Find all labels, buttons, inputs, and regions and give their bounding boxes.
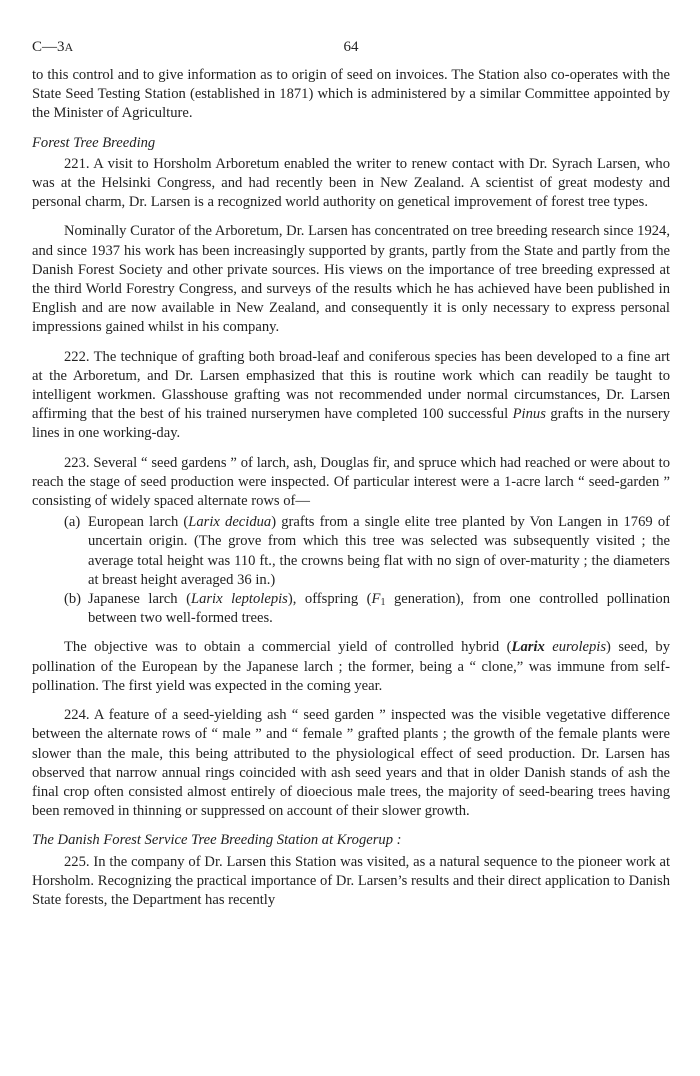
list-item-a: (a) European larch (Larix decidua) grafts from a single elite tree planted by Von Langen in 1769 of uncertain origin. (The grove from which this tree was selected was subsequently visited ; the average total height was 110 ft., the crowns being flat with no sign of over-maturity ; the diameters at breast height averaged 36 in.) bbox=[64, 514, 670, 588]
paragraph-224: 224. A feature of a seed-yielding ash “ seed garden ” inspected was the visible vegetative difference between the alternate rows of “ male ” and “ female ” grafted plants ; the growth of the female plants were slower than the male, this being attributed to the physiological effect of seed production. Dr. Larsen has observed that narrow annual rings coincided with ash seed years and that in older Danish stands of ash the final crop often consisted almost entirely of dioecious male trees, the majority of seed-bearing trees having been removed in thinning or suppressed on account of their slower growth. bbox=[32, 707, 670, 820]
larch-rows-list bbox=[32, 513, 670, 628]
section-heading-krogerup: The Danish Forest Service Tree Breeding Station at Krogerup : bbox=[32, 832, 402, 849]
list-item-b: (b) Japanese larch (Larix leptolepis), offspring ($F_1$ generation), from one controlled pollination between two well-formed trees. bbox=[64, 591, 671, 627]
italic-larix-decidua: Larix decidua bbox=[188, 514, 272, 531]
list-label-a: (a) bbox=[64, 514, 81, 531]
paragraph-225: 225. In the company of Dr. Larsen this Station was visited, as a natural sequence to the pioneer work at Horsholm. Recognizing the practical importance of Dr. Larsen’s results and their direct application to Danish State forests, the Department has recently bbox=[32, 853, 670, 908]
bold-italic-larix: Larix bbox=[511, 639, 545, 656]
folio-reference: C—3A bbox=[32, 39, 74, 55]
section-heading-forest-tree-breeding: Forest Tree Breeding bbox=[32, 134, 156, 151]
list-label-b: (b) bbox=[64, 591, 82, 608]
italic-pinus: Pinus bbox=[512, 406, 546, 423]
page-header bbox=[32, 38, 670, 66]
generation-subscript: 1 bbox=[380, 597, 386, 609]
italic-eurolepis: eurolepis bbox=[552, 639, 607, 656]
paragraph-intro: to this control and to give information as to origin of seed on invoices. The Station also co-operates with the State Seed Testing Station (established in 1871) which is administered by a similar Committee appointed by the Minister of Agriculture. bbox=[32, 67, 670, 122]
paragraph-221: 221. A visit to Horsholm Arboretum enabled the writer to renew contact with Dr. Syrach Larsen, who was at the Helsinki Congress, and had recently been in New Zealand. A scientist of great modesty and personal charm, Dr. Larsen is a recognized world authority on genetical improvement of forest tree types. bbox=[32, 155, 670, 211]
folio-suffix: A bbox=[64, 40, 74, 54]
page-number: 64 bbox=[343, 39, 359, 55]
italic-larix-leptolepis: Larix leptolepis bbox=[190, 591, 288, 608]
paragraph-nominally-curator: Nominally Curator of the Arboretum, Dr. Larsen has concentrated on tree breeding research since 1924, and since 1937 his work has been increasingly supported by grants, partly from the State and partly from the Danish Forest Society and other private sources. His views on the importance of tree breeding expressed at the third World Forestry Congress, and surveys of the results which he has achieved have been published in English and are now available in New Zealand, and consequently it is only necessary to express personal impressions gained whilst in his company. bbox=[32, 223, 670, 336]
paragraph-objective: The objective was to obtain a commercial yield of controlled hybrid (Larix eurolepis) seed, by pollination of the European by the Japanese larch ; the former, being a “ clone,” was immune from self-pollination. The first yield was expected in the coming year. bbox=[32, 639, 670, 694]
paragraph-223: 223. Several “ seed gardens ” of larch, ash, Douglas fir, and spruce which had reached or were about to reach the stage of seed production were inspected. Of particular interest were a 1-acre larch “ seed-garden ” consisting of widely spaced alternate rows of— bbox=[32, 454, 670, 510]
paragraph-222: 222. The technique of grafting both broad-leaf and coniferous species has been developed to a fine art at the Arboretum, and Dr. Larsen emphasized that this is routine work which can readily be taught to intelligent workmen. Glasshouse grafting was not recommended under normal circumstances, Dr. Larsen affirming that the best of his trained nurserymen have completed 100 successful Pinus grafts in the nursery lines in one working-day. bbox=[32, 348, 670, 442]
generation-letter: F bbox=[371, 591, 381, 608]
